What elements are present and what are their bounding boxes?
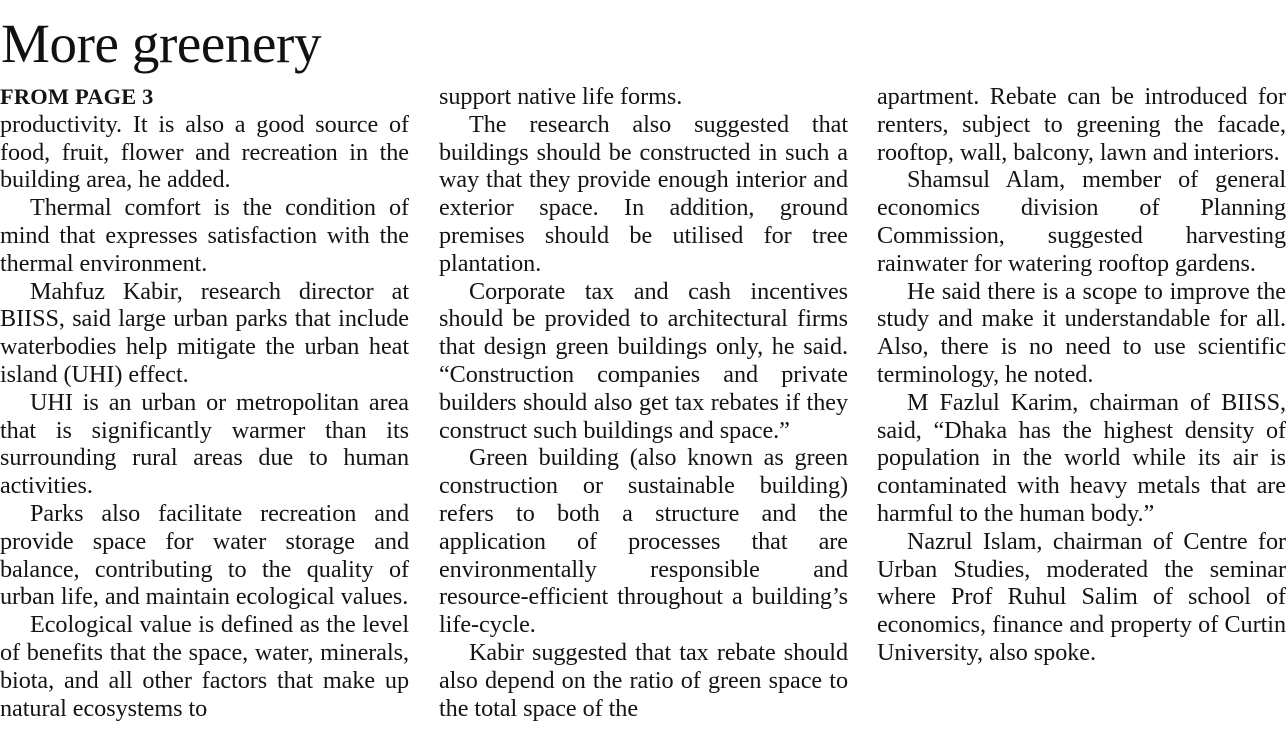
- paragraph: Mahfuz Kabir, research director at BIISS, said large urban parks that include waterbodies help mitigate the urban heat island (UHI) effect.: [0, 277, 409, 388]
- article-column-3: [877, 83, 1286, 667]
- paragraph: Parks also facilitate recreation and provide space for water storage and balance, contributing to the quality of urban life, and maintain ecological values.: [0, 499, 409, 611]
- paragraph: The research also suggested that buildings should be constructed in such a way that they provide enough interior and exterior space. In addition, ground premises should be utilised for tree plantation.: [439, 110, 848, 277]
- article-headline: More greenery: [1, 13, 322, 74]
- article-column-2: [439, 83, 848, 722]
- paragraph: productivity. It is also a good source of food, fruit, flower and recreation in the building area, he added.: [0, 110, 409, 194]
- paragraph: support native life forms.: [439, 83, 683, 110]
- article-column-1: [0, 83, 409, 722]
- paragraph: He said there is a scope to improve the study and make it understandable for all. Also, there is no need to use scientific terminology, he noted.: [877, 277, 1286, 388]
- paragraph: Nazrul Islam, chairman of Centre for Urban Studies, moderated the seminar where Prof Ruhul Salim of school of economics, finance and property of Curtin University, also spoke.: [877, 527, 1286, 666]
- paragraph: Green building (also known as green construction or sustainable building) refers to both a structure and the application of processes that are environmentally responsible and resource-efficient throughout a building’s life-cycle.: [439, 444, 848, 639]
- paragraph: Corporate tax and cash incentives should be provided to architectural firms that design green buildings only, he said. “Construction companies and private builders should also get tax rebates if they construct such buildings and space.”: [439, 277, 848, 444]
- paragraph: Ecological value is defined as the level of benefits that the space, water, minerals, biota, and all other factors that make up natural ecosystems to: [0, 611, 409, 722]
- paragraph: UHI is an urban or metropolitan area that is significantly warmer than its surrounding rural areas due to human activities.: [0, 388, 409, 500]
- jump-line: FROM PAGE 3: [0, 84, 154, 109]
- paragraph: Shamsul Alam, member of general economics division of Planning Commission, suggested harvesting rainwater for watering rooftop gardens.: [877, 166, 1286, 277]
- paragraph: apartment. Rebate can be introduced for renters, subject to greening the facade, rooftop, wall, balcony, lawn and interiors.: [877, 83, 1286, 166]
- paragraph: Kabir suggested that tax rebate should also depend on the ratio of green space to the total space of the: [439, 638, 848, 722]
- paragraph: Thermal comfort is the condition of mind that expresses satisfaction with the thermal environment.: [0, 194, 409, 277]
- paragraph: M Fazlul Karim, chairman of BIISS, said, “Dhaka has the highest density of population in the world while its air is contaminated with heavy metals that are harmful to the human body.”: [877, 388, 1286, 527]
